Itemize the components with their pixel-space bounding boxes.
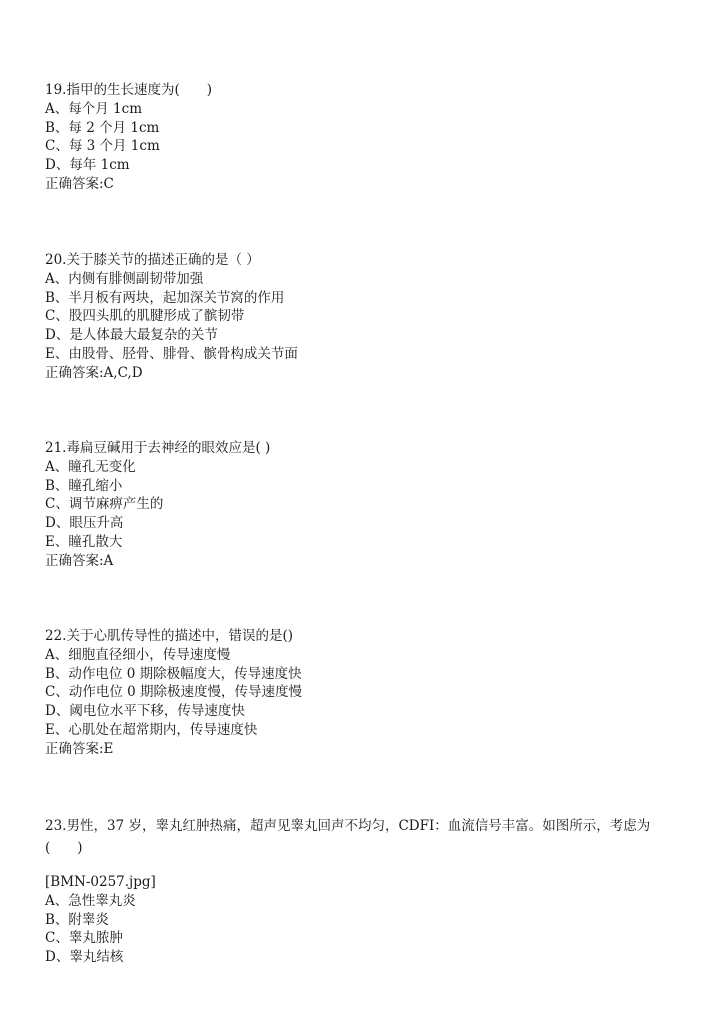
option-d: D、阈电位水平下移，传导速度快: [45, 703, 245, 720]
option-a: A、每个月 1cm: [45, 100, 142, 117]
option-e: E、心肌处在超常期内，传导速度快: [45, 721, 258, 738]
option-d: D、睾丸结核: [45, 949, 124, 966]
answer-line: 正确答案:A,C,D: [45, 364, 143, 381]
option-a: A、内侧有腓侧副韧带加强: [45, 270, 204, 287]
question-21: [45, 439, 685, 571]
question-22: [45, 627, 685, 759]
question-20: [45, 251, 685, 383]
question-19: [45, 81, 685, 194]
question-23: [45, 815, 685, 967]
option-c: C、每 3 个月 1cm: [45, 138, 160, 155]
question-stem: 20.关于膝关节的描述正确的是（ ）: [45, 252, 260, 268]
option-c: C、动作电位 0 期除极速度慢，传导速度慢: [45, 684, 303, 701]
option-b: B、半月板有两块，起加深关节窝的作用: [45, 289, 285, 306]
answer-line: 正确答案:A: [45, 552, 114, 569]
option-c: C、调节麻痹产生的: [45, 496, 164, 513]
option-b: B、每 2 个月 1cm: [45, 119, 160, 136]
option-e: E、瞳孔散大: [45, 533, 123, 550]
option-b: B、瞳孔缩小: [45, 477, 123, 494]
option-e: E、由股骨、胫骨、腓骨、髌骨构成关节面: [45, 345, 298, 362]
option-b: B、附睾炎: [45, 911, 109, 928]
option-d: D、是人体最大最复杂的关节: [45, 327, 218, 344]
option-d: D、每年 1cm: [45, 157, 130, 174]
image-reference: [BMN-0257.jpg]: [45, 874, 156, 890]
answer-line: 正确答案:C: [45, 175, 114, 192]
blank-spacer: [45, 859, 685, 873]
question-stem: 23.男性，37 岁，睾丸红肿热痛，超声见睾丸回声不均匀，CDFI：血流信号丰富。如图所示，考虑为( ): [45, 818, 651, 856]
question-stem: 19.指甲的生长速度为( ): [45, 82, 213, 98]
option-c: C、股四头肌的肌腱形成了髌韧带: [45, 308, 245, 325]
option-a: A、细胞直径细小，传导速度慢: [45, 646, 231, 663]
option-a: A、瞳孔无变化: [45, 458, 136, 475]
option-c: C、睾丸脓肿: [45, 930, 123, 947]
question-stem: 22.关于心肌传导性的描述中，错误的是(): [45, 628, 294, 644]
option-a: A、急性睾丸炎: [45, 892, 136, 909]
question-stem: 21.毒扁豆碱用于去神经的眼效应是( ): [45, 440, 271, 456]
option-d: D、眼压升高: [45, 515, 124, 532]
answer-line: 正确答案:E: [45, 740, 114, 757]
option-b: B、动作电位 0 期除极幅度大，传导速度快: [45, 665, 302, 682]
